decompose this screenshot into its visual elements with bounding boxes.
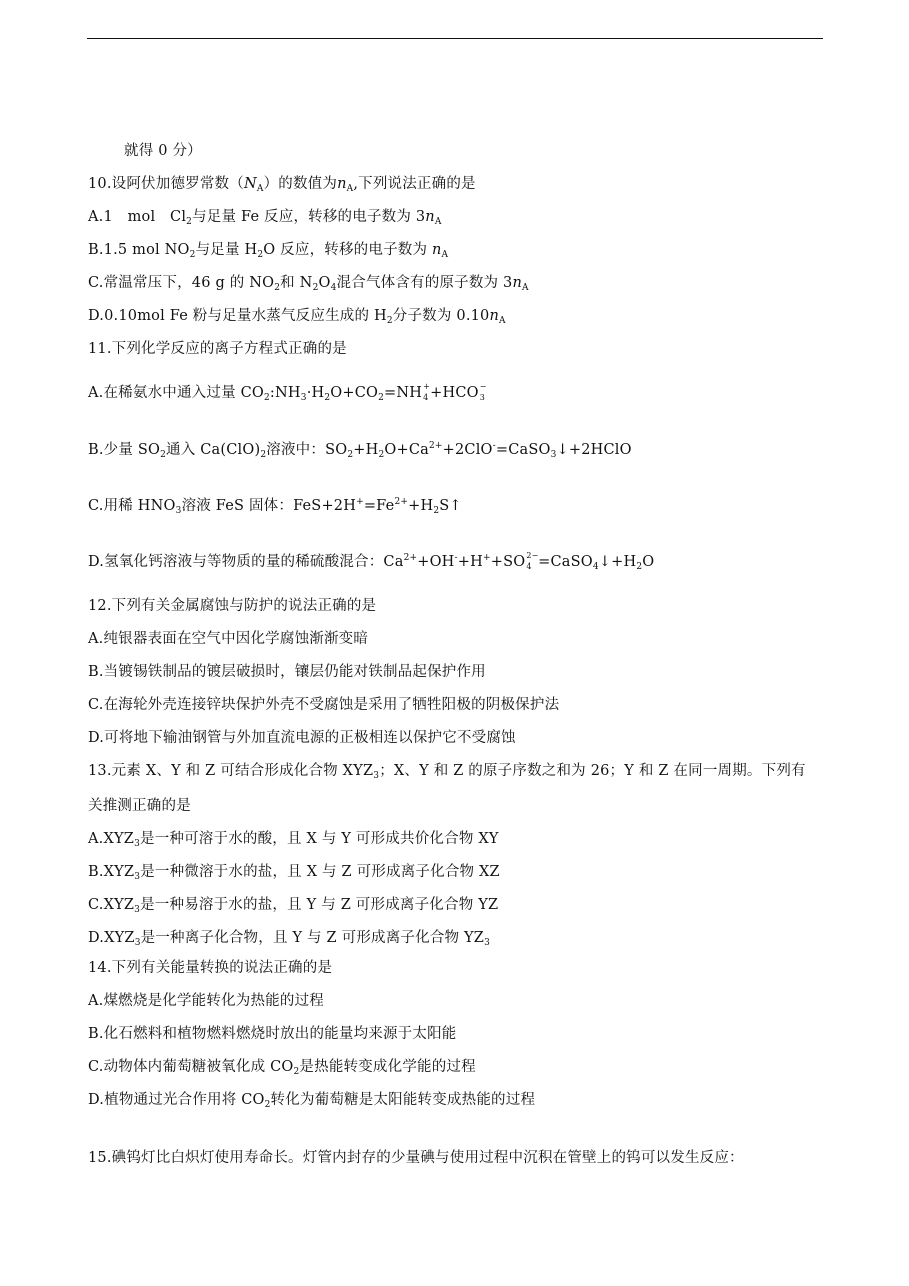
text-run: 3 bbox=[550, 450, 557, 460]
text-run: ·H bbox=[306, 385, 325, 401]
text-line bbox=[88, 761, 806, 781]
text-line bbox=[88, 862, 500, 882]
text-run: 12.下列有关金属腐蚀与防护的说法正确的是 bbox=[88, 598, 377, 614]
text-run: 2+ bbox=[428, 441, 443, 451]
text-run: 溶液 FeS 固体：FeS+2H bbox=[181, 498, 357, 514]
text-run: D.XYZ bbox=[88, 930, 135, 946]
text-line bbox=[88, 1148, 744, 1168]
text-run: n bbox=[432, 242, 442, 258]
text-run: D.0.10mol Fe 粉与足量水蒸气反应生成的 H bbox=[88, 308, 387, 324]
text-run: 是一种可溶于水的酸，且 X 与 Y 可形成共价化合物 XY bbox=[140, 831, 499, 847]
text-run: 2 bbox=[264, 1100, 271, 1110]
text-line bbox=[88, 383, 487, 403]
text-run: :NH bbox=[269, 385, 301, 401]
text-line bbox=[88, 306, 506, 326]
text-run: 3 bbox=[373, 771, 380, 781]
text-line bbox=[88, 629, 368, 649]
text-run: 2 bbox=[324, 393, 331, 403]
ion-charge: 2− 4 bbox=[526, 551, 539, 571]
text-run: A bbox=[434, 217, 442, 227]
text-run: 3 bbox=[134, 938, 141, 948]
text-run: 是一种离子化合物，且 Y 与 Z 可形成离子化合物 YZ bbox=[140, 930, 485, 946]
text-run: A.煤燃烧是化学能转化为热能的过程 bbox=[88, 993, 324, 1009]
text-run: ↓+2HClO bbox=[556, 442, 632, 458]
text-run: ↓+H bbox=[598, 554, 637, 570]
text-run: ,下列说法正确的是 bbox=[353, 176, 476, 192]
ion-charge: + 4 bbox=[423, 382, 431, 402]
text-run: +OH bbox=[417, 554, 455, 570]
text-line bbox=[88, 829, 499, 849]
text-run: 4 bbox=[592, 562, 599, 572]
text-run: 转化为葡萄糖是太阳能转变成热能的过程 bbox=[270, 1092, 536, 1108]
text-run: B.1.5 mol NO bbox=[88, 242, 190, 258]
text-run: 3 bbox=[134, 872, 141, 882]
text-run: 2 bbox=[257, 250, 264, 260]
text-line bbox=[88, 1090, 535, 1110]
text-run: +HCO bbox=[430, 385, 479, 401]
text-run: O 反应，转移的电子数为 bbox=[263, 242, 432, 258]
text-run: 分子数为 0.10 bbox=[392, 308, 490, 324]
text-run: 2+ bbox=[403, 553, 418, 563]
text-run: - bbox=[454, 553, 458, 563]
text-run: 是一种易溶于水的盐，且 Y 与 Z 可形成离子化合物 YZ bbox=[140, 897, 499, 913]
text-run: +H bbox=[408, 498, 434, 514]
text-run: 溶液中：SO bbox=[266, 442, 348, 458]
text-run: 就得 0 分） bbox=[124, 143, 202, 159]
text-run: B.当镀锡铁制品的镀层破损时，镶层仍能对铁制品起保护作用 bbox=[88, 664, 486, 680]
text-run: 14.下列有关能量转换的说法正确的是 bbox=[88, 960, 333, 976]
text-run: n bbox=[512, 275, 523, 291]
text-line bbox=[88, 928, 490, 948]
text-run: A bbox=[346, 184, 354, 194]
text-run: B.少量 SO bbox=[88, 442, 161, 458]
text-run: 2 bbox=[312, 283, 319, 293]
text-run: +H bbox=[353, 442, 379, 458]
text-run: A.在稀氨水中通入过量 CO bbox=[88, 385, 264, 401]
text-run: 4 bbox=[330, 283, 337, 293]
text-run: A bbox=[256, 184, 264, 194]
text-run: A.纯银器表面在空气中因化学腐蚀渐渐变暗 bbox=[88, 631, 369, 647]
text-run: 2 bbox=[186, 217, 193, 227]
text-line bbox=[88, 895, 498, 915]
text-run: 混合气体含有的原子数为 3 bbox=[336, 275, 513, 291]
text-run: O+Ca bbox=[384, 442, 429, 458]
text-run: 2 bbox=[386, 316, 393, 326]
text-run: 与足量 Fe 反应，转移的电子数为 3 bbox=[192, 209, 426, 225]
text-run: + bbox=[482, 553, 491, 563]
text-line bbox=[88, 174, 476, 194]
text-run: +SO bbox=[490, 554, 526, 570]
text-line bbox=[88, 496, 462, 516]
text-line bbox=[88, 991, 324, 1011]
text-run: 2 bbox=[274, 283, 281, 293]
text-run: C.常温常压下，46 g 的 NO bbox=[88, 275, 275, 291]
text-line bbox=[88, 695, 559, 715]
text-run: N bbox=[243, 176, 257, 192]
text-run: ；X、Y 和 Z 的原子序数之和为 26；Y 和 Z 在同一周期。下列有 bbox=[379, 763, 806, 779]
text-run: 2 bbox=[189, 250, 196, 260]
text-line bbox=[88, 596, 376, 616]
text-run: + bbox=[356, 497, 364, 507]
text-run: 是热能转变成化学能的过程 bbox=[299, 1059, 476, 1075]
text-line bbox=[88, 240, 448, 260]
text-run: A.XYZ bbox=[88, 831, 135, 847]
text-run: 2 bbox=[433, 506, 440, 516]
text-run: C.XYZ bbox=[88, 897, 135, 913]
text-run: C.在海轮外壳连接锌块保护外壳不受腐蚀是采用了牺牲阳极的阴极保护法 bbox=[88, 697, 560, 713]
text-run: - bbox=[492, 441, 496, 451]
text-run: S↑ bbox=[439, 498, 462, 514]
text-run: 2 bbox=[263, 393, 270, 403]
text-run: O bbox=[318, 275, 331, 291]
text-run: A bbox=[441, 250, 449, 260]
text-run: n bbox=[337, 176, 347, 192]
ion-charge: − 3 bbox=[479, 382, 487, 402]
text-run: D.可将地下输油钢管与外加直流电源的正极相连以保护它不受腐蚀 bbox=[88, 730, 516, 746]
text-run: 是一种微溶于水的盐，且 X 与 Z 可形成离子化合物 XZ bbox=[140, 864, 500, 880]
text-run: 11.下列化学反应的离子方程式正确的是 bbox=[88, 341, 347, 357]
text-run: ）的数值为 bbox=[263, 176, 338, 192]
text-line bbox=[88, 728, 516, 748]
text-line bbox=[88, 1057, 476, 1077]
text-run: A bbox=[522, 283, 529, 293]
text-line bbox=[124, 141, 202, 161]
text-run: B.XYZ bbox=[88, 864, 135, 880]
text-run: C.动物体内葡萄糖被氧化成 CO bbox=[88, 1059, 294, 1075]
text-run: C.用稀 HNO bbox=[88, 498, 176, 514]
text-run: 与足量 H bbox=[195, 242, 258, 258]
text-run: =NH bbox=[384, 385, 423, 401]
text-run: =Fe bbox=[363, 498, 395, 514]
text-run: 13.元素 X、Y 和 Z 可结合形成化合物 XYZ bbox=[88, 763, 374, 779]
text-run: 2 bbox=[347, 450, 354, 460]
text-run: 2 bbox=[160, 450, 167, 460]
text-run: =CaSO bbox=[495, 442, 551, 458]
text-run: 2 bbox=[293, 1067, 300, 1077]
text-line bbox=[88, 796, 191, 816]
text-run: 通入 Ca(ClO) bbox=[166, 442, 261, 458]
text-run: 2 bbox=[378, 393, 385, 403]
text-line bbox=[88, 958, 332, 978]
text-line bbox=[88, 339, 347, 359]
text-run: A bbox=[499, 316, 506, 326]
text-run: O+CO bbox=[330, 385, 379, 401]
text-run: D.植物通过光合作用将 CO bbox=[88, 1092, 265, 1108]
text-run: n bbox=[425, 209, 435, 225]
text-line bbox=[88, 440, 632, 460]
text-run: 2 bbox=[636, 562, 643, 572]
text-run: 2 bbox=[378, 450, 385, 460]
text-run: O bbox=[642, 554, 655, 570]
text-run: 3 bbox=[175, 506, 182, 516]
text-run: 10.设阿伏加德罗常数（ bbox=[88, 176, 244, 192]
text-run: +H bbox=[457, 554, 483, 570]
text-line bbox=[88, 662, 486, 682]
text-run: =CaSO bbox=[533, 554, 593, 570]
text-run: 3 bbox=[134, 905, 141, 915]
text-run: 和 N bbox=[280, 275, 313, 291]
text-run: 3 bbox=[134, 839, 140, 849]
text-run: n bbox=[489, 308, 500, 324]
text-run: 2+ bbox=[394, 497, 409, 507]
text-run: 3 bbox=[484, 938, 491, 948]
text-run: D.氢氧化钙溶液与等物质的量的稀硫酸混合：Ca bbox=[88, 554, 404, 570]
text-line bbox=[88, 207, 442, 227]
text-run: 15.碘钨灯比白炽灯使用寿命长。灯管内封存的少量碘与使用过程中沉积在管壁上的钨可以发生反应： bbox=[88, 1150, 744, 1166]
text-run: 关推测正确的是 bbox=[88, 798, 191, 814]
text-line bbox=[88, 273, 529, 293]
text-line bbox=[88, 1024, 456, 1044]
text-run: +2ClO bbox=[442, 442, 493, 458]
text-run: 2 bbox=[260, 450, 267, 460]
text-run: 3 bbox=[300, 393, 307, 403]
text-run: A.1 mol Cl bbox=[88, 209, 187, 225]
text-line bbox=[88, 552, 654, 572]
text-run: B.化石燃料和植物燃料燃烧时放出的能量均来源于太阳能 bbox=[88, 1026, 457, 1042]
header-rule bbox=[87, 38, 823, 39]
